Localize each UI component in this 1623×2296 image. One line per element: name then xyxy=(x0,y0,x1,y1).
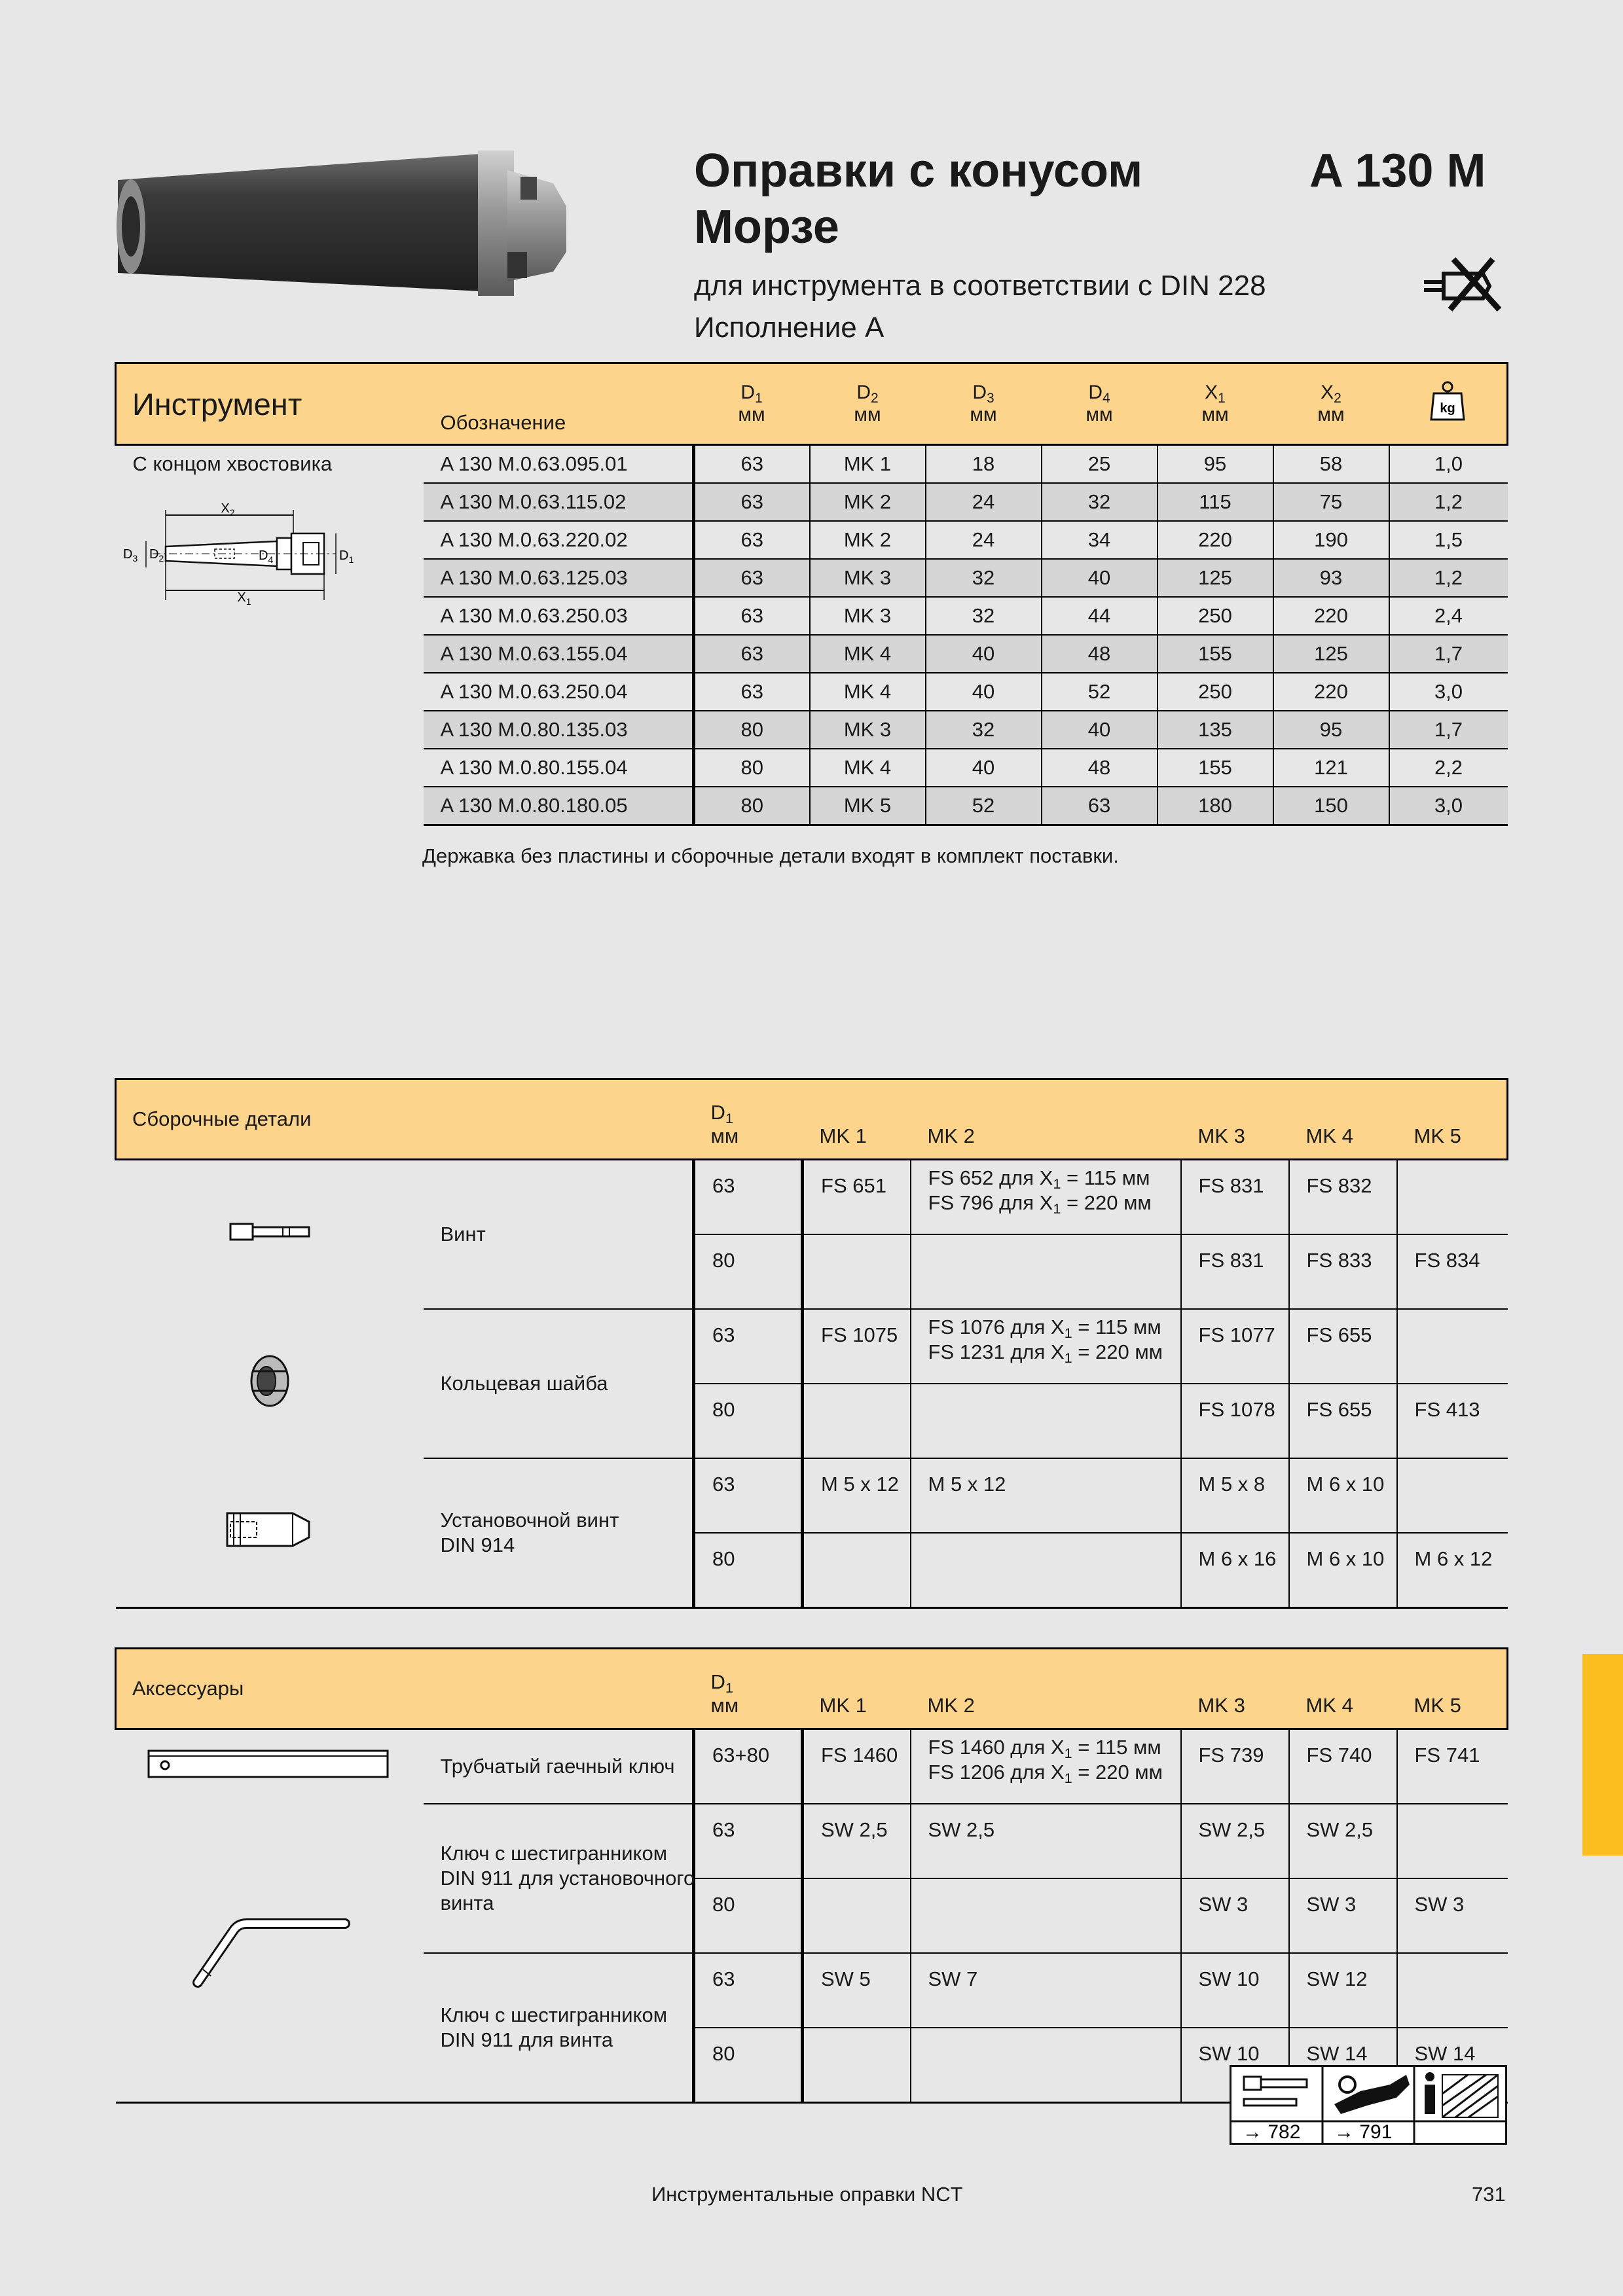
delivery-note: Державка без пластины и сборочные детали входят в комплект поставки. xyxy=(422,844,1119,867)
cell-mk3: SW 10 xyxy=(1181,1953,1289,2028)
designation-cell: A 130 M.0.63.250.03 xyxy=(424,597,694,635)
cell-d1: 63 xyxy=(694,673,810,711)
cell-x1: 95 xyxy=(1158,445,1273,484)
screw-icon xyxy=(116,1160,424,1310)
cell-d4: 44 xyxy=(1042,597,1158,635)
cell-d4: 25 xyxy=(1042,445,1158,484)
col-designation: Обозначение xyxy=(424,363,694,445)
cell-x2: 93 xyxy=(1273,559,1389,597)
cell-d2: MK 3 xyxy=(810,559,926,597)
ring-washer-icon-graphic xyxy=(247,1352,293,1410)
cell-d2: MK 4 xyxy=(810,749,926,787)
cell-mk2 xyxy=(911,1804,1181,1878)
part-row xyxy=(116,1160,1508,1235)
page-number: 731 xyxy=(1472,2183,1506,2206)
col-d4: $D_4$ мм xyxy=(1042,363,1158,445)
drawing-label-x1: $X_1$ xyxy=(236,590,251,607)
cell-x1: 155 xyxy=(1158,635,1273,673)
col-weight xyxy=(1389,363,1508,445)
cell-mk1 xyxy=(803,1533,911,1608)
cell-d1: 63 xyxy=(694,597,810,635)
mk2-line-1: FS 652 для $X_1 = 115$ мм xyxy=(928,1166,1150,1192)
drawing-label-x2: $X_2$ xyxy=(220,502,235,518)
mk2-value: M 5 x 12 xyxy=(928,1473,1006,1496)
cell-d3: 24 xyxy=(926,483,1042,521)
part-name: Винт xyxy=(440,1223,486,1246)
cell-mk3: FS 831 xyxy=(1181,1160,1289,1235)
col-mk3: MK 3 xyxy=(1181,1649,1289,1729)
tube-wrench-icon-graphic xyxy=(145,1744,394,1784)
unit-mm: мм xyxy=(1201,404,1229,425)
cell-mk3: SW 2,5 xyxy=(1181,1804,1289,1878)
cell-d1: 63 xyxy=(694,1804,803,1878)
cell-mk4: SW 14 xyxy=(1289,2028,1397,2103)
cell-d1: 80 xyxy=(694,1878,803,1953)
accessories-table xyxy=(115,1647,1508,2104)
mk2-line-2: FS 1231 для $X_1 = 220$ мм xyxy=(928,1340,1163,1366)
title-line-1: Оправки с конусом xyxy=(694,145,1143,197)
col-mk2: MK 2 xyxy=(911,1079,1181,1160)
cell-mk1: SW 5 xyxy=(803,1953,911,2028)
cell-d1: 63 xyxy=(694,445,810,484)
cell-d2: MK 4 xyxy=(810,635,926,673)
cell-x1: 220 xyxy=(1158,521,1273,559)
mk2-line-1: FS 1460 для $X_1 = 115$ мм xyxy=(928,1736,1161,1761)
cell-mk2 xyxy=(911,1533,1181,1608)
cell-d1: 63 xyxy=(694,483,810,521)
subtitle-line-1: для инструмента в соответствии с DIN 228 xyxy=(694,270,1266,302)
part-name-line: Установочной винт xyxy=(440,1509,619,1532)
cell-mk2 xyxy=(911,1384,1181,1458)
cell-mk2 xyxy=(911,1234,1181,1309)
cell-mk1: FS 1460 xyxy=(803,1729,911,1804)
cell-mk5: FS 834 xyxy=(1397,1234,1508,1309)
weight-icon xyxy=(1430,380,1465,422)
cell-d1: 63 xyxy=(694,559,810,597)
cell-mk1: SW 2,5 xyxy=(803,1804,911,1878)
drawing-label-d4: $D_4$ xyxy=(258,548,273,565)
col-d1: $D_1$ мм xyxy=(694,363,810,445)
col-mk4: MK 4 xyxy=(1289,1079,1397,1160)
unit-mm: мм xyxy=(710,1124,739,1147)
designation-cell: A 130 M.0.80.180.05 xyxy=(424,787,694,825)
cell-d3: 40 xyxy=(926,749,1042,787)
cell-mk1 xyxy=(803,1234,911,1309)
cell-d2: MK 5 xyxy=(810,787,926,825)
col-mk5: MK 5 xyxy=(1397,1079,1508,1160)
cell-mk5 xyxy=(1397,1458,1508,1533)
cell-d3: 18 xyxy=(926,445,1042,484)
cell-mk5 xyxy=(1397,1160,1508,1235)
unit-mm: мм xyxy=(854,404,881,425)
section-title-accessories: Аксессуары xyxy=(116,1649,694,1729)
cell-mk2 xyxy=(911,1160,1181,1235)
designation-cell: A 130 M.0.80.155.04 xyxy=(424,749,694,787)
cell-d1: 80 xyxy=(694,711,810,749)
cell-d1: 80 xyxy=(694,2028,803,2103)
cell-mk4: SW 2,5 xyxy=(1289,1804,1397,1878)
cell-mk5 xyxy=(1397,1953,1508,2028)
cell-d3: 32 xyxy=(926,711,1042,749)
section-title-assembly: Сборочные детали xyxy=(116,1079,694,1160)
cell-mk4: FS 833 xyxy=(1289,1234,1397,1309)
hex-key-icon xyxy=(116,1804,424,2103)
page-subtitle xyxy=(694,265,1266,349)
cell-d1: 63 xyxy=(694,1309,803,1384)
cell-d1: 80 xyxy=(694,1533,803,1608)
cell-x1: 135 xyxy=(1158,711,1273,749)
cell-x2: 58 xyxy=(1273,445,1389,484)
designation-cell: A 130 M.0.63.155.04 xyxy=(424,635,694,673)
cell-mk5 xyxy=(1397,1804,1508,1878)
cell-mk2 xyxy=(911,1729,1181,1804)
col-mk3: MK 3 xyxy=(1181,1079,1289,1160)
cell-mk3: FS 1078 xyxy=(1181,1384,1289,1458)
accessories-table-header xyxy=(116,1649,1508,1729)
cell-x1: 155 xyxy=(1158,749,1273,787)
part-name-line: Ключ с шестигранником xyxy=(440,1842,668,1865)
cell-x2: 75 xyxy=(1273,483,1389,521)
tube-wrench-icon xyxy=(116,1729,424,1804)
cell-d1: 63 xyxy=(694,1160,803,1235)
page-title xyxy=(694,143,1142,255)
drawing-label-d1: $D_1$ xyxy=(338,548,354,565)
cell-kg: 1,2 xyxy=(1389,483,1508,521)
cell-mk3: FS 739 xyxy=(1181,1729,1289,1804)
drawing-label-d2: $D_2$ xyxy=(149,547,164,564)
cell-d1: 63 xyxy=(694,635,810,673)
cell-kg: 1,0 xyxy=(1389,445,1508,484)
cell-mk4: FS 832 xyxy=(1289,1160,1397,1235)
part-name-cell xyxy=(424,1160,694,1310)
assembly-table-header xyxy=(116,1079,1508,1160)
screw-icon-graphic xyxy=(224,1219,316,1245)
part-name-cell xyxy=(424,1953,694,2103)
cell-mk5: SW 14 xyxy=(1397,2028,1508,2103)
cell-mk2 xyxy=(911,1953,1181,2028)
cell-d4: 63 xyxy=(1042,787,1158,825)
designation-cell: A 130 M.0.63.220.02 xyxy=(424,521,694,559)
cell-d3: 32 xyxy=(926,597,1042,635)
assembly-table xyxy=(115,1078,1508,1609)
part-name-line: Ключ с шестигранником xyxy=(440,2003,668,2026)
cell-mk3: FS 831 xyxy=(1181,1234,1289,1309)
cell-d3: 32 xyxy=(926,559,1042,597)
ref-link-791[interactable]: → 791 xyxy=(1334,2121,1393,2143)
col-mk1: MK 1 xyxy=(803,1079,911,1160)
cell-mk2 xyxy=(911,1309,1181,1384)
col-mk2: MK 2 xyxy=(911,1649,1181,1729)
cell-mk4: SW 3 xyxy=(1289,1878,1397,1953)
cell-d4: 40 xyxy=(1042,711,1158,749)
footer-text: Инструментальные оправки NCT xyxy=(651,2183,963,2206)
chapter-tab[interactable] xyxy=(1582,1654,1623,1856)
cell-x2: 95 xyxy=(1273,711,1389,749)
col-x1: $X_1$ мм xyxy=(1158,363,1273,445)
cell-x1: 180 xyxy=(1158,787,1273,825)
ref-link-782[interactable]: → 782 xyxy=(1243,2121,1301,2143)
cell-mk3: FS 1077 xyxy=(1181,1309,1289,1384)
cell-d4: 48 xyxy=(1042,749,1158,787)
designation-cell: A 130 M.0.63.115.02 xyxy=(424,483,694,521)
tool-row xyxy=(116,445,1508,484)
mk2-line-2: FS 1206 для $X_1 = 220$ мм xyxy=(928,1761,1163,1786)
cell-mk4: M 6 x 10 xyxy=(1289,1458,1397,1533)
cell-kg: 1,2 xyxy=(1389,559,1508,597)
part-name-line: DIN 911 для установочного xyxy=(440,1867,695,1890)
cell-d2: MK 2 xyxy=(810,521,926,559)
no-coolant-icon xyxy=(1421,254,1506,313)
designation-cell: A 130 M.0.63.250.04 xyxy=(424,673,694,711)
ring-washer-icon xyxy=(116,1309,424,1458)
designation-cell: A 130 M.0.63.125.03 xyxy=(424,559,694,597)
part-row xyxy=(116,1309,1508,1384)
designation-cell: A 130 M.0.80.135.03 xyxy=(424,711,694,749)
cell-x2: 190 xyxy=(1273,521,1389,559)
cell-d4: 52 xyxy=(1042,673,1158,711)
cell-d4: 32 xyxy=(1042,483,1158,521)
unit-mm: мм xyxy=(738,404,765,425)
part-row xyxy=(116,1458,1508,1533)
cell-d1: 80 xyxy=(694,787,810,825)
arbor-product-image xyxy=(115,147,599,304)
mk2-line-2: FS 796 для $X_1 = 220$ мм xyxy=(928,1191,1152,1217)
weight-icon-text: kg xyxy=(1440,401,1455,416)
tool-table-header xyxy=(116,363,1508,445)
part-row xyxy=(116,1729,1508,1804)
cell-kg: 3,0 xyxy=(1389,673,1508,711)
part-row xyxy=(116,1804,1508,1878)
col-d1: $D_1$ мм xyxy=(694,1649,803,1729)
cell-mk2 xyxy=(911,2028,1181,2103)
cell-mk5 xyxy=(1397,1309,1508,1384)
section-title-tool: Инструмент xyxy=(116,363,424,445)
mk2-line-1: FS 1076 для $X_1 = 115$ мм xyxy=(928,1316,1161,1341)
cell-kg: 1,5 xyxy=(1389,521,1508,559)
cell-mk5: FS 741 xyxy=(1397,1729,1508,1804)
part-name-line: DIN 911 для винта xyxy=(440,2028,613,2051)
cell-mk1 xyxy=(803,1384,911,1458)
subtitle-line-2: Исполнение A xyxy=(694,312,884,344)
part-name-cell xyxy=(424,1458,694,1608)
part-name: Кольцевая шайба xyxy=(440,1372,608,1395)
hex-key-icon-graphic xyxy=(185,1907,355,1992)
cell-x1: 115 xyxy=(1158,483,1273,521)
cell-mk1: FS 651 xyxy=(803,1160,911,1235)
col-x2: $X_2$ мм xyxy=(1273,363,1389,445)
col-d3: $D_3$ мм xyxy=(926,363,1042,445)
mk2-value: SW 7 xyxy=(928,1967,978,1990)
cell-d3: 24 xyxy=(926,521,1042,559)
cell-d2: MK 4 xyxy=(810,673,926,711)
cell-d2: MK 2 xyxy=(810,483,926,521)
cell-mk5: FS 413 xyxy=(1397,1384,1508,1458)
cell-d4: 34 xyxy=(1042,521,1158,559)
cell-x1: 250 xyxy=(1158,673,1273,711)
cell-d1: 80 xyxy=(694,1234,803,1309)
cell-mk5: SW 3 xyxy=(1397,1878,1508,1953)
cell-mk3: M 6 x 16 xyxy=(1181,1533,1289,1608)
title-line-2: Морзе xyxy=(694,201,839,253)
cell-mk1 xyxy=(803,1878,911,1953)
cell-d2: MK 1 xyxy=(810,445,926,484)
drawing-label-d3: $D_3$ xyxy=(122,547,137,564)
col-d1: $D_1$ мм xyxy=(694,1079,803,1160)
designation-cell: A 130 M.0.63.095.01 xyxy=(424,445,694,484)
cell-d3: 40 xyxy=(926,673,1042,711)
col-d2: $D_2$ мм xyxy=(810,363,926,445)
cell-x1: 125 xyxy=(1158,559,1273,597)
set-screw-icon xyxy=(116,1458,424,1608)
part-name-cell xyxy=(424,1309,694,1458)
tool-row-label: С концом хвостовика xyxy=(132,452,333,475)
cell-mk4: SW 12 xyxy=(1289,1953,1397,2028)
part-name-line: винта xyxy=(440,1892,494,1914)
mk2-value: SW 2,5 xyxy=(928,1818,995,1841)
cell-kg: 1,7 xyxy=(1389,635,1508,673)
cell-kg: 3,0 xyxy=(1389,787,1508,825)
cell-mk5: M 6 x 12 xyxy=(1397,1533,1508,1608)
cell-mk4: FS 655 xyxy=(1289,1309,1397,1384)
part-name-cell xyxy=(424,1729,694,1804)
cell-x2: 125 xyxy=(1273,635,1389,673)
cell-mk4: FS 740 xyxy=(1289,1729,1397,1804)
part-name-line: DIN 914 xyxy=(440,1534,515,1556)
part-name-cell xyxy=(424,1804,694,1953)
cell-mk1 xyxy=(803,2028,911,2103)
cell-mk4: M 6 x 10 xyxy=(1289,1533,1397,1608)
cell-d1: 80 xyxy=(694,1384,803,1458)
cell-d3: 40 xyxy=(926,635,1042,673)
cell-x2: 220 xyxy=(1273,597,1389,635)
tool-table xyxy=(115,362,1508,826)
cell-d1: 80 xyxy=(694,749,810,787)
cell-kg: 1,7 xyxy=(1389,711,1508,749)
cell-kg: 2,4 xyxy=(1389,597,1508,635)
tool-row-label-cell xyxy=(116,445,424,825)
product-code: A 130 M xyxy=(1309,145,1486,197)
col-mk1: MK 1 xyxy=(803,1649,911,1729)
cell-mk1: FS 1075 xyxy=(803,1309,911,1384)
col-mk5: MK 5 xyxy=(1397,1649,1508,1729)
cell-x2: 220 xyxy=(1273,673,1389,711)
cell-x2: 121 xyxy=(1273,749,1389,787)
cell-mk1: M 5 x 12 xyxy=(803,1458,911,1533)
cell-mk3: M 5 x 8 xyxy=(1181,1458,1289,1533)
cell-d2: MK 3 xyxy=(810,597,926,635)
cell-mk4: FS 655 xyxy=(1289,1384,1397,1458)
cell-d4: 48 xyxy=(1042,635,1158,673)
cell-d1: 63 xyxy=(694,1458,803,1533)
set-screw-icon-graphic xyxy=(221,1503,319,1556)
cell-d4: 40 xyxy=(1042,559,1158,597)
cell-d1: 63 xyxy=(694,1953,803,2028)
cell-kg: 2,2 xyxy=(1389,749,1508,787)
unit-mm: мм xyxy=(1085,404,1113,425)
cell-x1: 250 xyxy=(1158,597,1273,635)
reference-box xyxy=(1230,2065,1507,2145)
cell-d1: 63 xyxy=(694,521,810,559)
cell-d1: 63+80 xyxy=(694,1729,803,1804)
cell-mk2 xyxy=(911,1458,1181,1533)
cell-d3: 52 xyxy=(926,787,1042,825)
unit-mm: мм xyxy=(1317,404,1345,425)
unit-mm: мм xyxy=(970,404,997,425)
col-mk4: MK 4 xyxy=(1289,1649,1397,1729)
arbor-dimension-drawing xyxy=(120,502,408,633)
cell-mk2 xyxy=(911,1878,1181,1953)
cell-x2: 150 xyxy=(1273,787,1389,825)
unit-mm: мм xyxy=(710,1694,739,1717)
cell-d2: MK 3 xyxy=(810,711,926,749)
cell-mk3: SW 10 xyxy=(1181,2028,1289,2103)
cell-mk3: SW 3 xyxy=(1181,1878,1289,1953)
part-name: Трубчатый гаечный ключ xyxy=(440,1755,675,1778)
